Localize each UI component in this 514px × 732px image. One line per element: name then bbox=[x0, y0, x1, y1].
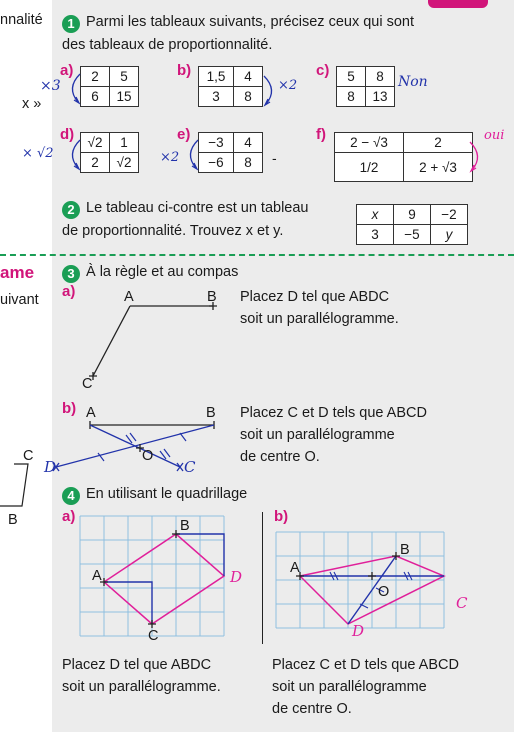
point-label-C: C bbox=[456, 594, 468, 612]
cell: −5 bbox=[394, 225, 431, 245]
exercise-3-statement bbox=[62, 262, 238, 283]
table-c bbox=[336, 66, 395, 107]
arrow-d bbox=[62, 136, 82, 172]
exercise-4-title: En utilisant le quadrillage bbox=[86, 486, 248, 502]
cell: y bbox=[431, 225, 468, 245]
point-label-D: D bbox=[352, 622, 365, 640]
label-4b: b) bbox=[274, 508, 289, 525]
cell: 2 bbox=[81, 153, 110, 173]
table-f bbox=[334, 132, 473, 182]
figure-3b bbox=[40, 405, 240, 485]
exercise-number: 1 bbox=[62, 15, 80, 33]
exercise-2-text-line2: de proportionnalité. Trouvez x et y. bbox=[62, 223, 284, 239]
exercise-3b-text-line3: de centre O. bbox=[240, 449, 320, 465]
exercise-4b-text-line2: soit un parallélogramme bbox=[272, 679, 427, 695]
point-label-D: D bbox=[44, 458, 57, 476]
note-a: ×3 bbox=[40, 78, 61, 94]
label-3a: a) bbox=[62, 283, 76, 300]
point-label-C: C bbox=[184, 458, 196, 476]
exercise-1-statement bbox=[62, 12, 414, 33]
cell: 5 bbox=[337, 67, 366, 87]
exercise-4b-text-line1: Placez C et D tels que ABCD bbox=[272, 657, 459, 673]
point-label-A: A bbox=[124, 289, 134, 305]
point-label-B: B bbox=[206, 405, 216, 421]
label-a: a) bbox=[60, 62, 74, 79]
note-b: ×2 bbox=[278, 78, 298, 93]
point-label-B: B bbox=[180, 518, 190, 534]
cell: 8 bbox=[337, 87, 366, 107]
arrow-f bbox=[468, 138, 488, 174]
exercise-3-title: À la règle et au compas bbox=[86, 264, 239, 280]
point-label-A: A bbox=[86, 405, 96, 421]
table-xy bbox=[356, 204, 468, 245]
left-text-suivant: uivant bbox=[0, 292, 39, 308]
note-e: ×2 bbox=[160, 150, 180, 165]
table-b bbox=[198, 66, 263, 107]
cell: 3 bbox=[357, 225, 394, 245]
label-3b: b) bbox=[62, 400, 77, 417]
point-label-A: A bbox=[92, 568, 102, 584]
arrow-a bbox=[62, 70, 82, 106]
exercise-3b-text-line1: Placez C et D tels que ABCD bbox=[240, 405, 427, 421]
cell: 1/2 bbox=[335, 153, 404, 182]
grid-figure-4b bbox=[272, 528, 462, 648]
exercise-number: 2 bbox=[62, 201, 80, 219]
point-label-B: B bbox=[400, 542, 410, 558]
label-d: d) bbox=[60, 126, 75, 143]
cell: 8 bbox=[234, 87, 263, 107]
left-label-b: B bbox=[8, 512, 18, 528]
cell: 13 bbox=[366, 87, 395, 107]
cell: 6 bbox=[81, 87, 110, 107]
table-e bbox=[198, 132, 263, 173]
left-section-title: ame bbox=[0, 263, 35, 282]
cell: 9 bbox=[394, 205, 431, 225]
label-c: c) bbox=[316, 62, 330, 79]
page-tab bbox=[428, 0, 488, 8]
cell: −2 bbox=[431, 205, 468, 225]
cell: 4 bbox=[234, 133, 263, 153]
note-e-dash: - bbox=[272, 150, 277, 166]
note-d: × √2 bbox=[22, 146, 54, 161]
point-label-C: C bbox=[148, 628, 159, 644]
left-text-quote: x » bbox=[22, 96, 42, 112]
label-e: e) bbox=[177, 126, 191, 143]
exercise-3a-text-line2: soit un parallélogramme. bbox=[240, 311, 399, 327]
cell: √2 bbox=[81, 133, 110, 153]
cell: 2 bbox=[81, 67, 110, 87]
point-label-A: A bbox=[290, 560, 300, 576]
exercise-4b-text-line3: de centre O. bbox=[272, 701, 352, 717]
cell: 8 bbox=[366, 67, 395, 87]
left-label-c: C bbox=[23, 448, 34, 464]
cell: x bbox=[357, 205, 394, 225]
cell: −6 bbox=[199, 153, 234, 173]
exercise-3a-text-line1: Placez D tel que ABDC bbox=[240, 289, 390, 305]
table-d bbox=[80, 132, 139, 173]
cell: 2 + √3 bbox=[404, 153, 473, 182]
column-divider bbox=[262, 512, 263, 644]
cell: 15 bbox=[110, 87, 139, 107]
arrow-e bbox=[180, 136, 200, 172]
exercise-2-statement bbox=[62, 198, 308, 219]
table-a bbox=[80, 66, 139, 107]
cell: √2 bbox=[110, 153, 139, 173]
cell: 4 bbox=[234, 67, 263, 87]
exercise-number: 3 bbox=[62, 265, 80, 283]
exercise-2-text-line1: Le tableau ci-contre est un tableau bbox=[86, 200, 309, 216]
cell: 3 bbox=[199, 87, 234, 107]
exercise-3b-text-line2: soit un parallélogramme bbox=[240, 427, 395, 443]
exercise-number: 4 bbox=[62, 487, 80, 505]
cell: 1,5 bbox=[199, 67, 234, 87]
cell: 2 bbox=[404, 133, 473, 153]
cell: −3 bbox=[199, 133, 234, 153]
left-text-proportionnalite: nnalité bbox=[0, 12, 43, 28]
label-b: b) bbox=[177, 62, 192, 79]
exercise-1-text-line1: Parmi les tableaux suivants, précisez ceux qui sont bbox=[86, 14, 415, 30]
note-f: oui bbox=[484, 128, 505, 143]
section-divider bbox=[0, 254, 514, 256]
cell: 8 bbox=[234, 153, 263, 173]
point-label-D: D bbox=[230, 568, 243, 586]
cell: 1 bbox=[110, 133, 139, 153]
exercise-4a-text-line2: soit un parallélogramme. bbox=[62, 679, 221, 695]
point-label-B: B bbox=[207, 289, 217, 305]
cell: 5 bbox=[110, 67, 139, 87]
label-f: f) bbox=[316, 126, 326, 143]
note-c: Non bbox=[398, 74, 428, 90]
point-label-C: C bbox=[82, 376, 93, 392]
exercise-4-statement bbox=[62, 484, 247, 505]
exercise-4a-text-line1: Placez D tel que ABDC bbox=[62, 657, 212, 673]
point-label-O: O bbox=[142, 448, 154, 464]
point-label-O: O bbox=[378, 584, 390, 600]
exercise-1-text-line2: des tableaux de proportionnalité. bbox=[62, 37, 273, 53]
label-4a: a) bbox=[62, 508, 76, 525]
cell: 2 − √3 bbox=[335, 133, 404, 153]
